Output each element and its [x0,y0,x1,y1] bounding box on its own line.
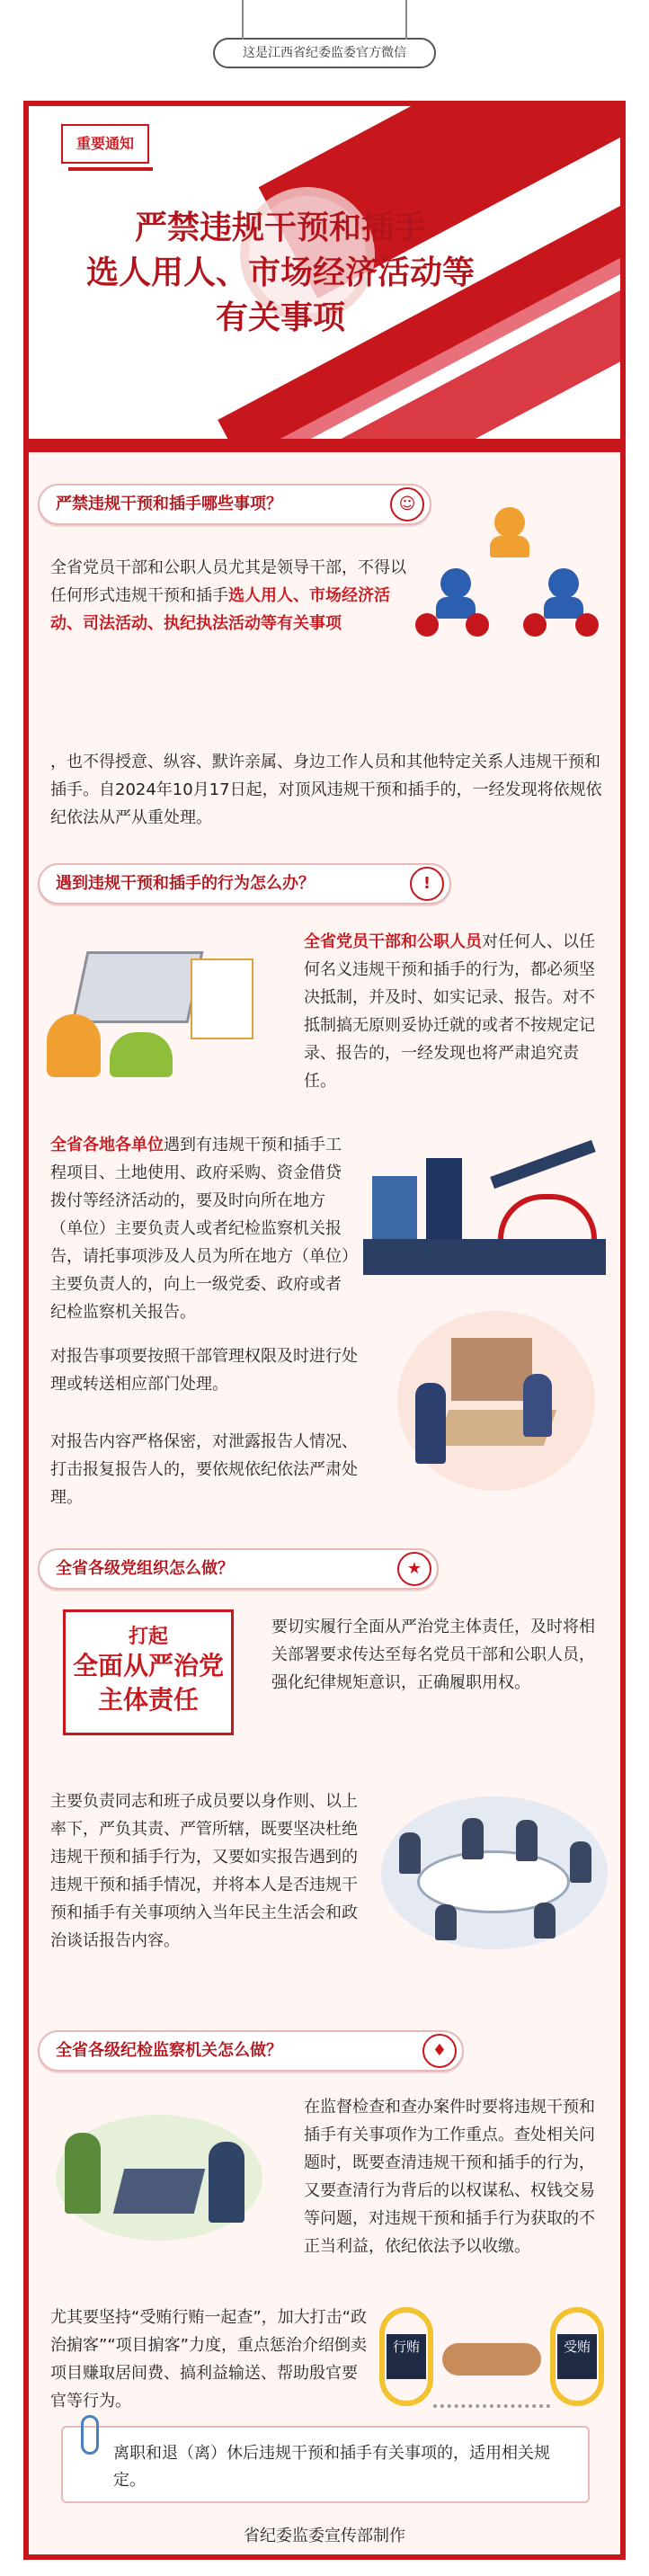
section3-paragraph1: 要切实履行全面从严治党主体责任，及时将相关部署要求传达至每名党员干部和公职人员，强化纪律规矩意识，正确履职用权。 [271,1618,595,1692]
inspection-illustration [47,2097,271,2250]
section1-paragraph-part2: ，也不得授意、纵容、默许亲属、身边工作人员和其他特定关系人违规干预和插手。自2024年10月17日起，对顶风违规干预和插手的，一经发现将依规依纪依法从严从重处理。 [50,753,602,827]
org-node-icon [494,507,525,538]
banner-big-text: 主体责任 [97,1685,199,1715]
section2-paragraph2 [50,1131,352,1326]
person-icon: ☺ [390,487,424,521]
poster [23,101,626,2560]
building-icon [426,1158,462,1239]
section4-paragraph2: 尤其要坚持“受贿行贿一起查”，加大打击“政治掮客”“项目掮客”力度，重点惩治介绍倒卖项目赚取居间费、搞利益输送、帮助殷官要官等行为。 [50,2308,367,2411]
section4-heading: 全省各级纪检监察机关怎么做？ [56,2041,282,2060]
laptop-icon [71,951,203,1023]
person-icon [65,2133,101,2214]
person-icon [534,1903,556,1939]
hand-icon [47,1014,101,1077]
org-node-icon [548,568,579,599]
laptop-report-illustration [47,933,271,1086]
org-node-icon [490,536,529,557]
footer-note-box [61,2426,590,2503]
section2-heading: 遇到违规干预和插手的行为怎么办？ [56,874,315,893]
producer-credit: 省纪委监委宣传部制作 [244,2527,405,2545]
section3-heading-bar [38,1548,439,1590]
header-divider [29,439,620,452]
org-node-icon [575,613,599,637]
banner-small-text: 打起 [128,1626,168,1648]
section2-highlight: 全省党员干部和公职人员 [304,932,482,951]
hand-icon [110,1032,173,1077]
crane-arm-icon [490,1140,596,1189]
page-title [29,205,532,340]
ground-icon [363,1239,606,1275]
person-icon [570,1841,591,1883]
person-icon [399,1832,421,1874]
construction-illustration [363,1131,606,1275]
section1-highlight: 选人用人、市场经济活动、司法活动、执纪执法活动等有关事项 [50,586,390,633]
clipboard-icon [191,958,253,1039]
org-chart-illustration [415,502,604,655]
chain-icon [433,2404,550,2411]
section1-heading: 严禁违规干预和插手哪些事项？ [56,495,282,513]
paperclip-icon [81,2415,99,2455]
section4-paragraph1: 在监督检查和查办案件时要将违规干预和插手有关事项作为工作重点。查处相关问题时，既要查清违规干预和插手的行为，又要查清行为背后的以权谋私、权钱交易等问题，对违规干预和插手行为获取的不正当利益，依纪依法予以收缴。 [304,2098,595,2256]
org-node-icon [466,613,489,637]
section1-heading-bar [38,484,431,525]
laptop-icon [113,2169,205,2214]
section2-text: 对任何人、以任何名义违规干预和插手的行为，都必须坚决抵制，并及时、如实记录、报告。对不抵制搞无原则妥协迁就的或者不按规定记录、报告的，一经发现也将严肃追究责任。 [304,932,595,1091]
shield-icon: ♦ [422,2034,457,2068]
org-node-icon [523,613,547,637]
section4-heading-bar [38,2030,464,2072]
party-emblem-icon: ★ [397,1552,431,1586]
top-strip [0,0,649,81]
section2-paragraph1 [304,928,609,1095]
section2-paragraph3: 对报告事项要按照干部管理权限及时进行处理或转送相应部门处理。 [50,1347,358,1394]
section1-paragraph-part1 [50,554,406,637]
person-icon [462,1818,484,1859]
handshake-icon [442,2343,541,2375]
bribery-handcuffs-illustration [379,2298,604,2424]
bridge-icon [498,1194,597,1239]
office-illustration [388,1302,604,1500]
section2-highlight: 全省各地各单位 [50,1136,164,1154]
bookshelf-icon [451,1338,532,1401]
alert-icon: ! [410,867,444,901]
person-icon [516,1820,538,1861]
title-line: 有关事项 [215,299,345,336]
person-icon [415,1383,446,1464]
org-node-icon [415,613,439,637]
responsibility-banner [63,1609,234,1735]
org-node-icon [440,568,471,599]
banner-big-text: 全面从严治党 [72,1651,224,1680]
section2-heading-bar [38,863,451,905]
bribe-taker-label: 受贿 [557,2334,597,2379]
title-line: 严禁违规干预和插手 [134,209,426,246]
section3-heading: 全省各级党组织怎么做？ [56,1559,234,1578]
section2-paragraph4: 对报告内容严格保密，对泄露报告人情况、打击报复报告人的，要依规依纪依法严肃处理。 [50,1432,358,1507]
meeting-illustration [381,1796,608,1949]
building-icon [372,1176,417,1239]
official-account-banner: 这是江西省纪委监委官方微信 [213,38,436,68]
person-icon [523,1374,552,1437]
section1-text: 全省党员干部和公职人员尤其是领导干部，不得以任何形式违规干预和插手 [50,558,406,605]
person-icon [209,2142,244,2223]
bribe-giver-label: 行贿 [387,2334,426,2379]
org-node-icon [544,597,583,619]
footer-note: 离职和退（离）休后违规干预和插手有关事项的，适用相关规定。 [113,2444,550,2490]
title-line: 选人用人、市场经济活动等 [85,254,475,291]
section3-paragraph2: 主要负责同志和班子成员要以身作则、以上率下，严负其责、严管所辖，既要坚决杜绝违规干预和插手行为，又要如实报告遇到的违规干预和插手情况，并将本人是否违规干预和插手有关事项纳入当年民主生活会和政治谈话报告内容。 [50,1792,358,1950]
person-icon [435,1904,457,1940]
poster-header [29,106,620,452]
notice-badge: 重要通知 [61,124,149,164]
section2-text: 遇到有违规干预和插手工程项目、土地使用、政府采购、资金借贷拨付等经济活动的，要及时向所在地方（单位）主要负责人或者纪检监察机关报告，请托事项涉及人员为所在地方（单位）主要负责人的，向上一级党委、政府或者纪检监察机关报告。 [50,1136,350,1322]
